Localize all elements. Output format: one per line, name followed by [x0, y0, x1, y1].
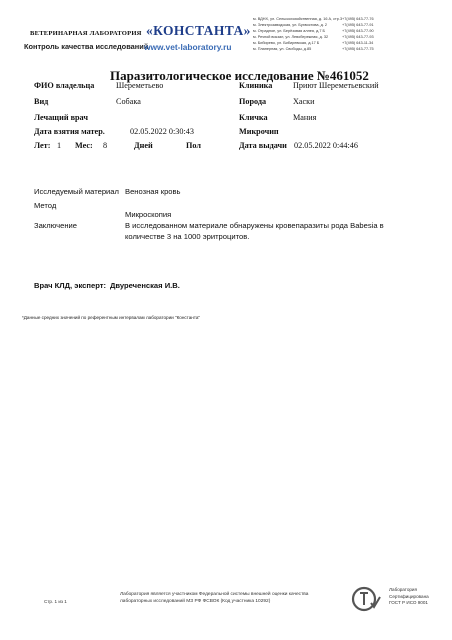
sex-label: Пол — [186, 141, 201, 150]
species-value: Собака — [116, 97, 141, 106]
sample-date-value: 02.05.2022 0:30:43 — [130, 127, 194, 136]
signature-label: Врач КЛД, эксперт: — [34, 281, 106, 290]
species-label: Вид — [34, 97, 49, 106]
brand-name: «КОНСТАНТА» — [146, 23, 251, 38]
fsvok-line: лабораторных исследований МЗ РФ ФСВОК (Код участника 10292) — [120, 599, 271, 604]
address-line: м. Речной вокзал, ул. Левобережная, д. 32 — [253, 35, 329, 39]
method-value: Микроскопия — [125, 210, 172, 219]
material-value: Венозная кровь — [125, 187, 181, 196]
lab-subtitle: Контроль качества исследований — [24, 42, 149, 51]
phone-number: +7(495) 643-11-34 — [342, 41, 374, 45]
phone-number: +7(495) 643-77-93 — [342, 35, 374, 39]
phone-number: +7(495) 643-77-75 — [342, 47, 374, 51]
address-line: м. Отрадное, ул. Берёзовая аллея, д.7 Б — [253, 29, 326, 33]
address-line: м. Электрозаводская, ул. Бухвостова, д. 2 — [253, 23, 328, 27]
reference-note: *Данные средних значений по референтным интервалам лаборатории "Константа" — [22, 315, 201, 320]
nickname-value: Мания — [293, 113, 317, 122]
conclusion-line: количестве 3 на 1000 эритроцитов. — [125, 232, 250, 241]
sample-date-label: Дата взятия матер. — [34, 127, 105, 136]
address-line: м. Бибирево, ул. Бибиревская, д.17 Б — [253, 41, 320, 45]
issue-date-label: Дата выдачи — [239, 141, 287, 150]
website-link[interactable]: www.vet-laboratory.ru — [144, 42, 232, 52]
years-label: Лет: — [34, 141, 51, 150]
clinic-value: Приют Шереметьевский — [293, 81, 379, 90]
issue-date-value: 02.05.2022 0:44:46 — [294, 141, 358, 150]
days-label: Дней — [134, 141, 153, 150]
owner-label: ФИО владельца — [34, 81, 95, 90]
doctor-name: Двуреченская И.В. — [110, 281, 180, 290]
conclusion-line: В исследованном материале обнаружены кровепаразиты рода Babesia в — [125, 221, 384, 230]
address-line: м. Планерная, ул. Свободы, д.85 — [253, 47, 312, 51]
breed-value: Хаски — [293, 97, 315, 106]
document-title: Паразитологическое исследование №461052 — [110, 68, 369, 83]
months-value: 8 — [103, 141, 108, 150]
gost-cert-logo — [349, 585, 383, 613]
cert-line: Лаборатория — [389, 587, 417, 592]
method-label: Метод — [34, 201, 57, 210]
lab-name: ВЕТЕРИНАРНАЯ ЛАБОРАТОРИЯ — [30, 30, 142, 37]
clinic-label: Клиника — [239, 81, 273, 90]
conclusion-label: Заключение — [34, 221, 78, 230]
phone-number: +7(495) 643-77-91 — [342, 23, 374, 27]
fsvok-line: Лаборатория является участником Федеральной системы внешней оценки качества — [120, 592, 309, 597]
address-line: м. ВДНХ, ул. Сельскохозяйственная, д. 16 А, стр.3 — [253, 17, 343, 21]
months-label: Мес: — [75, 141, 93, 150]
page-number: Стр. 1 из 1 — [44, 599, 67, 604]
phone-number: +7(495) 643-77-76 — [342, 17, 374, 21]
owner-value: Шереметьево — [116, 81, 164, 90]
certification-text — [389, 587, 449, 607]
years-value: 1 — [57, 141, 62, 150]
nickname-label: Кличка — [239, 113, 268, 122]
material-label: Исследуемый материал — [34, 187, 119, 196]
phone-number: +7(495) 643-77-90 — [342, 29, 374, 33]
cert-line: ГОСТ Р ИСО 9001 — [389, 600, 428, 605]
fsvok-note — [120, 591, 340, 605]
cert-line: Сертифицирована — [389, 593, 429, 599]
microchip-label: Микрочип — [239, 127, 279, 136]
breed-label: Порода — [239, 97, 267, 106]
doctor-label: Лечащий врач — [34, 113, 88, 122]
